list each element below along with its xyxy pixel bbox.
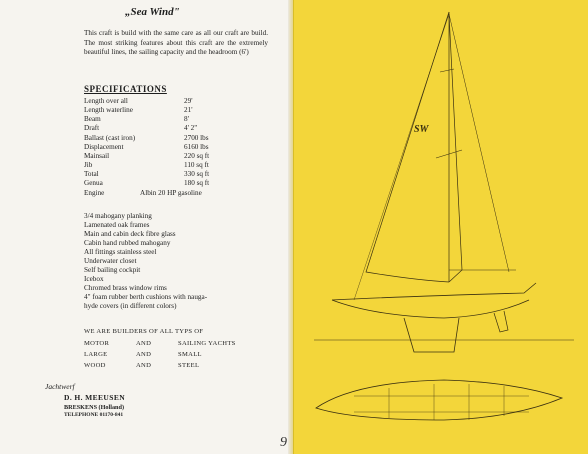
builders-cell: WOOD <box>84 362 106 369</box>
spec-label: Displacement <box>84 143 124 151</box>
brochure-right-page <box>293 0 588 454</box>
spec-label: Total <box>84 170 99 178</box>
spec-label: Engine <box>84 189 105 197</box>
feature-item: 4" foam rubber berth cushions with nauga- <box>84 293 208 301</box>
builders-cell: STEEL <box>178 362 200 369</box>
spec-value: Albin 20 HP gasoline <box>140 189 202 197</box>
feature-item: Self bailing cockpit <box>84 266 141 274</box>
spec-value: 220 sq ft <box>184 152 210 160</box>
spec-value: 110 sq ft <box>184 161 209 169</box>
spec-value: 180 sq ft <box>184 179 210 187</box>
builders-cell: LARGE <box>84 351 108 358</box>
spec-label: Genua <box>84 179 103 187</box>
builders-heading: WE ARE BUILDERS OF ALL TYPS OF <box>84 328 204 335</box>
jib-sail-outline <box>366 12 449 282</box>
forestay-line <box>354 14 449 300</box>
feature-item: Cabin hand rubbed mahogany <box>84 239 171 247</box>
spec-value: 6160 lbs <box>184 143 209 151</box>
sail-emblem: SW <box>414 124 429 135</box>
specifications-heading: SPECIFICATIONS <box>84 84 167 94</box>
spec-value: 21' <box>184 106 193 114</box>
spec-value: 8' <box>184 115 189 123</box>
spec-row <box>84 134 224 143</box>
rudder-profile <box>494 311 508 332</box>
spec-value: 29' <box>184 97 193 105</box>
spec-label: Jib <box>84 161 93 169</box>
deck-plan-interior <box>354 396 529 412</box>
company-name: D. H. MEEUSEN <box>64 393 126 402</box>
spec-row <box>84 97 224 106</box>
hull-deck-line <box>332 283 536 300</box>
spec-row <box>84 115 224 124</box>
brochure-left-page <box>0 0 293 454</box>
mainsail-outline <box>449 14 462 282</box>
builders-cell: SMALL <box>178 351 202 358</box>
handwritten-mark: 9 <box>280 435 287 450</box>
hull-profile <box>332 300 529 318</box>
cabin-divisions <box>389 384 504 420</box>
feature-item: Underwater closet <box>84 257 137 265</box>
spec-row <box>84 161 224 170</box>
boat-title: „Sea Wind" <box>125 6 180 18</box>
keel-profile <box>404 318 459 352</box>
spec-label: Length waterline <box>84 106 133 114</box>
feature-item: All fittings stainless steel <box>84 248 157 256</box>
spec-row <box>84 106 224 115</box>
builders-cell: AND <box>136 362 152 369</box>
spec-label: Mainsail <box>84 152 110 160</box>
spec-label: Beam <box>84 115 101 123</box>
spec-row <box>84 152 224 161</box>
spec-label: Draft <box>84 124 100 132</box>
builders-cell: SAILING YACHTS <box>178 340 236 347</box>
feature-item: Chromed brass window rims <box>84 284 167 292</box>
intro-paragraph: This craft is build with the same care as all our craft are build. The most striking features about this craft are the extremely beautiful lines, the sailing capacity and the headroom (6') <box>84 29 268 57</box>
spec-row <box>84 170 224 179</box>
spec-row <box>84 189 264 198</box>
company-town: BRESKENS (Holland) <box>64 404 125 411</box>
feature-item: hyde covers (in different colors) <box>84 302 177 310</box>
spec-value: 2700 lbs <box>184 134 209 142</box>
builders-cell: AND <box>136 351 152 358</box>
feature-item: 3/4 mahogany planking <box>84 212 152 220</box>
jachtwerf-label: Jachtwerf <box>45 382 75 391</box>
spec-label: Length over all <box>84 97 128 105</box>
sail-plan-drawing <box>294 0 588 454</box>
feature-item: Icebox <box>84 275 104 283</box>
spec-row <box>84 143 224 152</box>
spec-row <box>84 124 224 133</box>
builders-cell: MOTOR <box>84 340 110 347</box>
backstay-line <box>449 14 509 272</box>
spec-row <box>84 179 224 188</box>
feature-item: Lamenated oak frames <box>84 221 150 229</box>
company-phone: TELEPHONE 01170-841 <box>64 412 124 418</box>
spec-value: 4' 2" <box>184 124 198 132</box>
spec-value: 330 sq ft <box>184 170 210 178</box>
spec-label: Ballast (cast iron) <box>84 134 136 142</box>
feature-item: Main and cabin deck fibre glass <box>84 230 176 238</box>
builders-cell: AND <box>136 340 152 347</box>
deck-plan-outline <box>316 380 562 420</box>
